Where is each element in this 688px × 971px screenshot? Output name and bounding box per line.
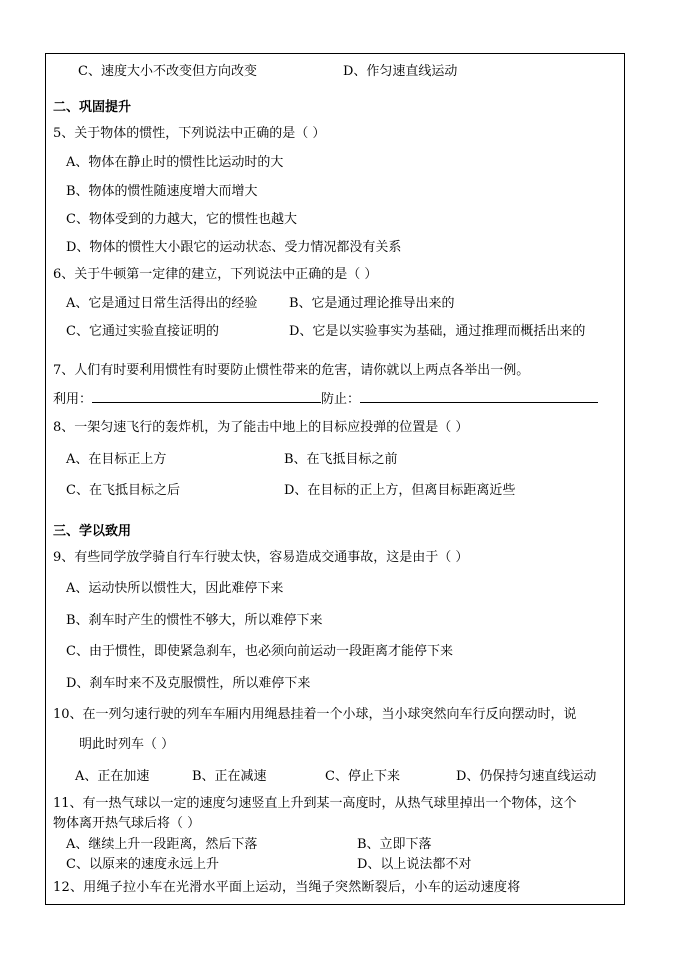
- q10-option-c: C、停止下来: [325, 769, 400, 784]
- q5-option-d: D、物体的惯性大小跟它的运动状态、受力情况都没有关系: [66, 240, 402, 255]
- q7-prevent-label: 防止：: [321, 392, 361, 407]
- q8-option-b: B、在飞抵目标之前: [284, 452, 398, 467]
- q10-stem-line-1: 10、在一列匀速行驶的列车车厢内用绳悬挂着一个小球，当小球突然向车行反向摆动时，说: [53, 707, 577, 722]
- q7-prevent-blank[interactable]: [360, 390, 598, 403]
- q12-stem: 12、用绳子拉小车在光滑水平面上运动，当绳子突然断裂后，小车的运动速度将: [53, 880, 521, 895]
- q11-stem-line-2: 物体离开热气球后将（ ）: [53, 816, 201, 831]
- q4-option-c: C、速度大小不改变但方向改变: [78, 64, 257, 79]
- q10-option-a: A、正在加速: [75, 769, 150, 784]
- q10-option-b: B、正在减速: [192, 769, 267, 784]
- q5-option-a: A、物体在静止时的惯性比运动时的大: [66, 155, 284, 170]
- q6-option-a: A、它是通过日常生活得出的经验: [66, 296, 258, 311]
- q7-use-blank[interactable]: [92, 390, 321, 403]
- q11-option-a: A、继续上升一段距离，然后下落: [66, 837, 258, 852]
- q5-stem: 5、关于物体的惯性，下列说法中正确的是（ ）: [53, 126, 326, 141]
- q7-stem: 7、人们有时要利用惯性有时要防止惯性带来的危害，请你就以上两点各举出一例。: [53, 363, 530, 378]
- q9-stem: 9、有些同学放学骑自行车行驶太快，容易造成交通事故，这是由于（ ）: [53, 550, 469, 565]
- q6-option-d: D、它是以实验事实为基础，通过推理而概括出来的: [289, 324, 586, 339]
- q7-use-row: [53, 390, 598, 408]
- q11-option-b: B、立即下落: [357, 837, 432, 852]
- q9-option-a: A、运动快所以惯性大，因此难停下来: [66, 581, 284, 596]
- q4-option-d: D、作匀速直线运动: [343, 64, 458, 79]
- q8-option-c: C、在飞抵目标之后: [66, 483, 180, 498]
- q9-option-c: C、由于惯性，即使紧急刹车，也必须向前运动一段距离才能停下来: [66, 644, 453, 659]
- q10-stem-line-2: 明此时列车（ ）: [79, 737, 175, 752]
- q6-option-c: C、它通过实验直接证明的: [66, 324, 219, 339]
- q8-option-d: D、在目标的正上方，但离目标距离近些: [284, 483, 516, 498]
- q11-option-c: C、以原来的速度永远上升: [66, 857, 219, 872]
- q5-option-c: C、物体受到的力越大，它的惯性也越大: [66, 212, 297, 227]
- q11-stem-line-1: 11、有一热气球以一定的速度匀速竖直上升到某一高度时，从热气球里掉出一个物体，这个: [53, 796, 577, 811]
- q9-option-d: D、刹车时来不及克服惯性，所以难停下来: [66, 676, 311, 691]
- q5-option-b: B、物体的惯性随速度增大而增大: [66, 184, 258, 199]
- q11-option-d: D、以上说法都不对: [357, 857, 472, 872]
- q8-stem: 8、一架匀速飞行的轰炸机，为了能击中地上的目标应投弹的位置是（ ）: [53, 420, 469, 435]
- section-3-heading: 三、学以致用: [53, 524, 132, 539]
- section-2-heading: 二、巩固提升: [53, 100, 132, 115]
- q8-option-a: A、在目标正上方: [66, 452, 167, 467]
- q6-stem: 6、关于牛顿第一定律的建立，下列说法中正确的是（ ）: [53, 267, 378, 282]
- q7-use-label: 利用：: [53, 392, 93, 407]
- q9-option-b: B、刹车时产生的惯性不够大，所以难停下来: [66, 613, 323, 628]
- q10-option-d: D、仍保持匀速直线运动: [456, 769, 597, 784]
- q6-option-b: B、它是通过理论推导出来的: [289, 296, 455, 311]
